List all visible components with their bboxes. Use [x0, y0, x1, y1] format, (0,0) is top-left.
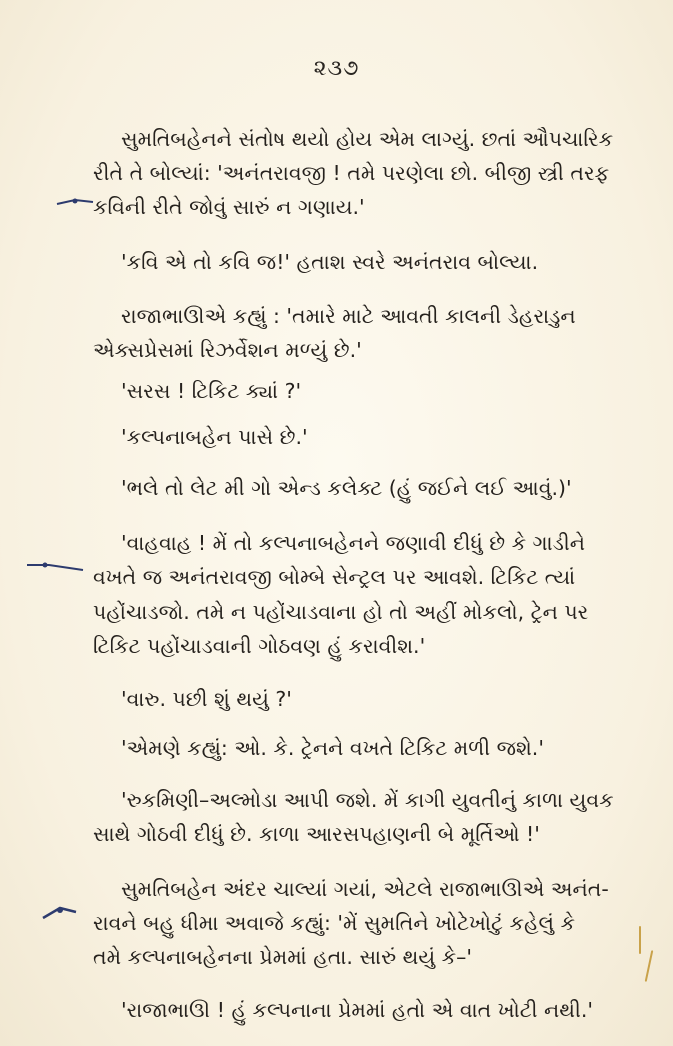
margin-ink-mark	[55, 188, 95, 214]
text-line: ટિકિટ પહોંચાડવાની ગોઠવણ હું કરાવીશ.'	[93, 634, 426, 658]
text-line: તમે કલ્પનાબહેનના પ્રેમમાં હતા. સારું થયું કે–'	[93, 945, 473, 969]
text-line: કવિની રીતે જોવું સારું ન ગણાય.'	[93, 195, 365, 219]
text-line: રાવને બહુ ધીમા અવાજે કહ્યું: 'મેં સુમતિને ખોટેખોટું કહેલું કે	[93, 911, 576, 935]
margin-ink-mark	[40, 902, 80, 922]
text-line: પહોંચાડજો. તમે ન પહોંચાડવાના હો તો અહીં મોકલો, ટ્રેન પર	[93, 600, 589, 624]
text-line: એક્સપ્રેસમાં રિઝર્વેશન મળ્યું છે.'	[93, 338, 362, 362]
text-line: 'એમણે કહ્યું: ઓ. કે. ટ્રેનને વખતે ટિકિટ મળી જશે.'	[121, 736, 544, 760]
text-line: 'રુકમિણી–અલ્મોડા આપી જશે. મેં કાગી યુવતીનું કાળા યુવક	[121, 788, 614, 812]
text-line: 'વારુ. પછી શું થયું ?'	[121, 687, 292, 711]
text-line: સુમતિબહેનને સંતોષ થયો હોય એમ લાગ્યું. છતાં ઔપચારિક	[121, 127, 614, 151]
text-line: વખતે જ અનંતરાવજી બોમ્બે સેન્ટ્રલ પર આવશે. ટિકિટ ત્યાં	[93, 565, 576, 589]
pencil-mark	[645, 950, 654, 982]
text-line: 'રાજાભાઊ ! હું કલ્પનાના પ્રેમમાં હતો એ વાત ખોટી નથી.'	[121, 998, 594, 1022]
text-line: સાથે ગોઠવી દીધું છે. કાળા આરસપહાણની બે મૂર્તિઓ !'	[93, 822, 540, 846]
page-number: ૨૩૭	[313, 56, 360, 81]
text-line: 'સરસ ! ટિકિટ ક્યાં ?'	[121, 379, 302, 403]
margin-ink-mark	[25, 556, 85, 578]
text-line: 'કવિ એ તો કવિ જ!' હતાશ સ્વરે અનંતરાવ બોલ્યા.	[121, 250, 539, 274]
text-line: 'ભલે તો લેટ મી ગો એન્ડ કલેક્ટ (હું જઈને લઈ આવું.)'	[121, 476, 572, 500]
text-line: સુમતિબહેન અંદર ચાલ્યાં ગયાં, એટલે રાજાભાઊએ અનંત-	[121, 877, 609, 901]
pencil-mark	[639, 926, 641, 954]
text-line: રાજાભાઊએ કહ્યું : 'તમારે માટે આવતી કાલની ડેહરાડુન	[121, 304, 576, 328]
text-line: 'વાહવાહ ! મેં તો કલ્પનાબહેનને જણાવી દીધું છે કે ગાડીને	[121, 531, 585, 555]
text-line: 'કલ્પનાબહેન પાસે છે.'	[121, 425, 308, 449]
text-line: રીતે તે બોલ્યાં: 'અનંતરાવજી ! તમે પરણેલા છો. બીજી સ્ત્રી તરફ	[93, 161, 610, 185]
